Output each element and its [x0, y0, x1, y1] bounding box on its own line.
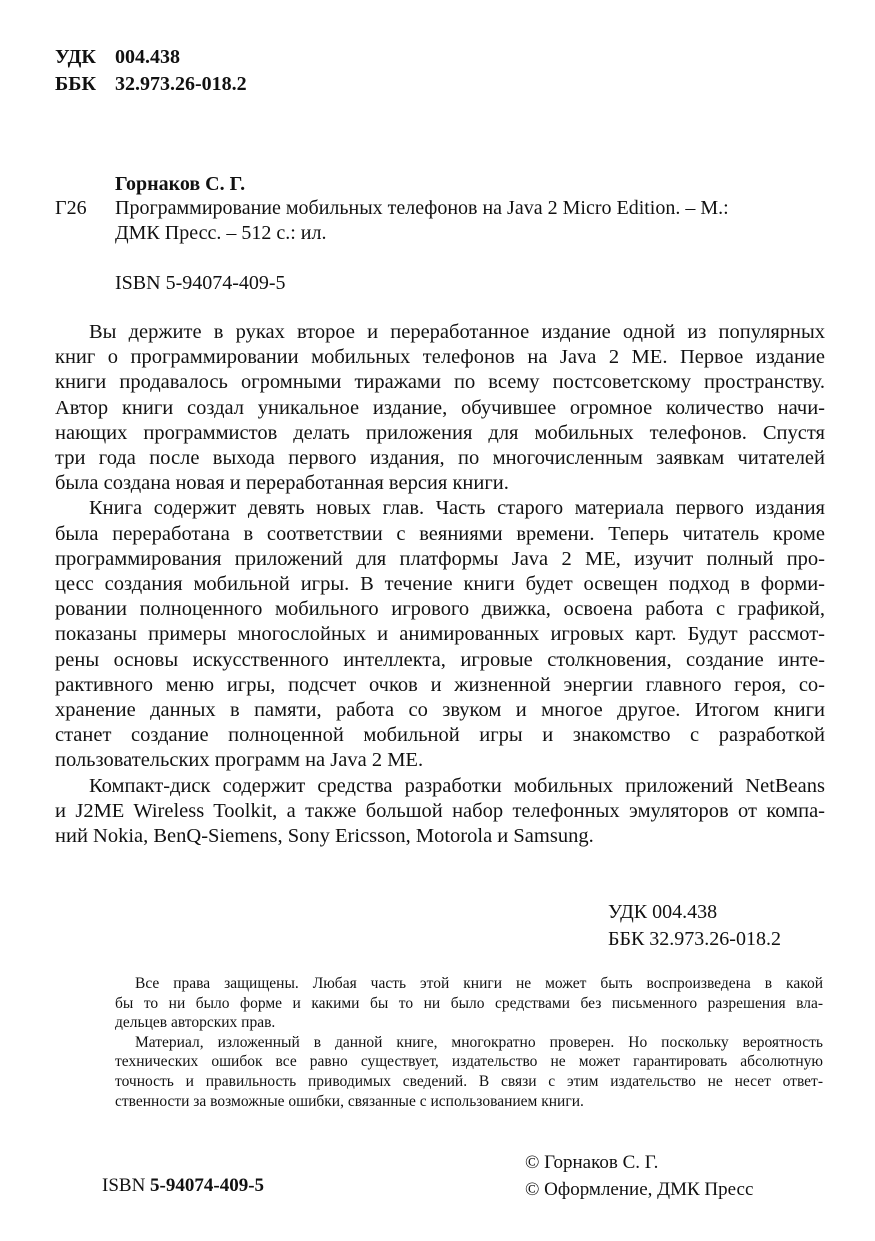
- bibliographic-title: [115, 196, 825, 246]
- text-line: рены основы искусственного интеллекта, игровые столкновения, создание инте-: [55, 648, 825, 671]
- text-line: рактивного меню игры, подсчет очков и жизненной энергии главного героя, со-: [55, 673, 825, 696]
- text-line: книг о программировании мобильных телефонов на Java 2 ME. Первое издание: [55, 346, 825, 369]
- bibliographic-isbn: ISBN 5-94074-409-5: [115, 272, 286, 294]
- text-line: пользовательских программ на Java 2 ME.: [55, 749, 424, 772]
- classification-repeat: [608, 899, 781, 953]
- rights-paragraph-1: [115, 974, 823, 1033]
- text-line: цесс создания мобильной игры. В течение книги будет освещен подход в форми-: [55, 573, 825, 596]
- rights-paragraph-2: [115, 1033, 823, 1111]
- classification-block: [55, 44, 247, 98]
- annotation-paragraph-1: [55, 320, 825, 496]
- bbk-repeat: ББК 32.973.26-018.2: [608, 928, 781, 950]
- udk-repeat: УДК 004.438: [608, 901, 718, 923]
- text-line: и J2ME Wireless Toolkit, а также большой набор телефонных эмуляторов от компа-: [55, 799, 825, 822]
- text-line: Вы держите в руках второе и переработанное издание одной из популярных: [89, 321, 825, 343]
- footer-isbn: [102, 1175, 264, 1197]
- author-code: Г26: [55, 197, 87, 219]
- annotation-paragraph-3: [55, 774, 825, 850]
- text-line: Книга содержит девять новых глав. Часть старого материала первого издания: [89, 497, 825, 520]
- text-line: Компакт-диск содержит средства разработки мобильных приложений NetBeans: [89, 774, 825, 797]
- bbk-label: ББК: [55, 73, 96, 95]
- author-name: Горнаков С. Г.: [115, 173, 246, 195]
- text-line: бы то ни было форме и какими бы то ни было средствами без письменного разрешения вла-: [115, 994, 823, 1012]
- footer-isbn-value: 5-94074-409-5: [150, 1175, 265, 1196]
- text-line: Все права защищены. Любая часть этой книги не может быть воспроизведена в какой: [135, 975, 823, 992]
- text-line: дельцев авторских прав.: [115, 1014, 276, 1032]
- text-line: точность и правильность приводимых сведений. В связи с этим издательство не несет ответ-: [115, 1072, 823, 1090]
- bbk-line: [55, 71, 247, 98]
- text-line: технических ошибок все равно существует, издательство не может гарантировать абсолютную: [115, 1053, 823, 1071]
- text-line: была переработана в соответствии с веяниями времени. Теперь читатель кроме: [55, 522, 825, 545]
- bbk-value: 32.973.26-018.2: [115, 73, 247, 95]
- text-line: показаны примеры многослойных и анимированных игровых карт. Будут рассмот-: [55, 623, 825, 646]
- text-line: Автор книги создал уникальное издание, обучившее огромное количество начи-: [55, 396, 825, 419]
- text-line: ровании полноценного мобильного игрового движка, освоена работа с графикой,: [55, 598, 825, 621]
- text-line: была создана новая и переработанная версия книги.: [55, 472, 509, 495]
- title-line: ДМК Пресс. – 512 с.: ил.: [115, 222, 327, 244]
- copyright-block: [525, 1149, 753, 1203]
- text-line: ственности за возможные ошибки, связанные с использованием книги.: [115, 1092, 584, 1110]
- rights-notice: [115, 974, 823, 1111]
- text-line: хранение данных в памяти, работа со звуком и многое другое. Итогом книги: [55, 699, 825, 722]
- udk-value: 004.438: [115, 46, 180, 68]
- text-line: ний Nokia, BenQ-Siemens, Sony Ericsson, Motorola и Samsung.: [55, 825, 594, 848]
- copyright-design: © Оформление, ДМК Пресс: [525, 1179, 754, 1200]
- title-line: Программирование мобильных телефонов на Java 2 Micro Edition. – М.:: [115, 197, 729, 219]
- text-line: книги продавалось огромными тиражами по всему постсоветскому пространству.: [55, 371, 825, 394]
- copyright-author: © Горнаков С. Г.: [525, 1152, 659, 1173]
- annotation-paragraph-2: [55, 496, 825, 773]
- text-line: станет создание полноценной мобильной игры и знакомство с разработкой: [55, 724, 825, 747]
- text-line: Материал, изложенный в данной книге, многократно проверен. Но поскольку вероятность: [135, 1033, 823, 1051]
- annotation: [55, 320, 825, 849]
- text-line: программирования приложений для платформы Java 2 ME, изучит полный про-: [55, 547, 825, 570]
- text-line: нающих программистов делать приложения для мобильных телефонов. Спустя: [55, 421, 825, 444]
- text-line: три года после выхода первого издания, по многочисленным заявкам читателей: [55, 447, 825, 470]
- footer-isbn-label: ISBN: [102, 1175, 146, 1196]
- udk-line: [55, 44, 247, 71]
- udk-label: УДК: [55, 46, 96, 68]
